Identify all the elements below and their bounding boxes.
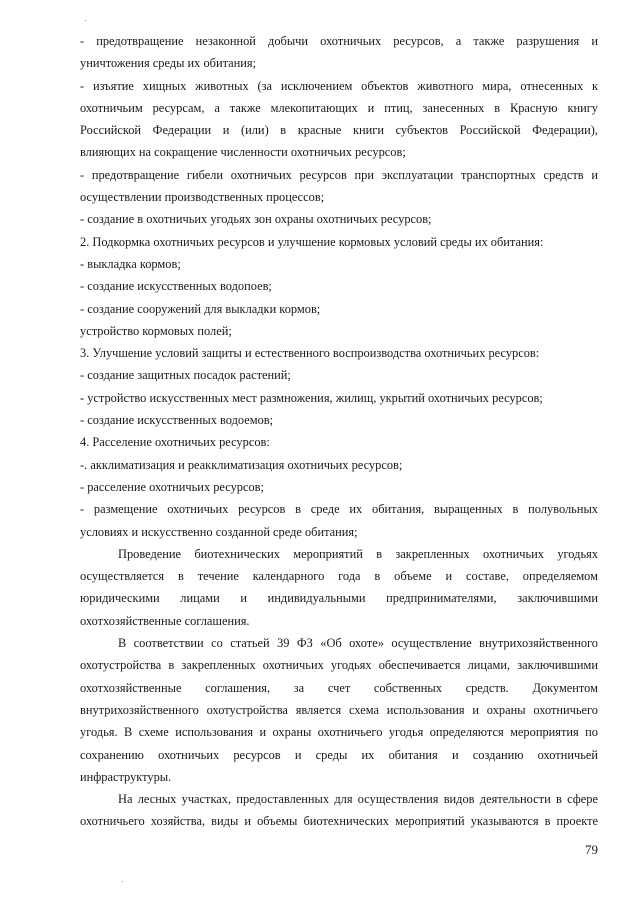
- text-line: - предотвращение гибели охотничьих ресурсов при эксплуатации транспортных средств и: [80, 167, 598, 182]
- text-line: -. акклиматизация и реакклиматизация охотничьих ресурсов;: [80, 457, 403, 472]
- text-line: инфраструктуры.: [80, 769, 172, 784]
- text-line: охотничьего хозяйства, виды и объемы биотехнических мероприятий указываются в проекте: [80, 814, 598, 829]
- text-line: юридическими лицами и индивидуальными предпринимателями, заключившими: [80, 591, 598, 606]
- text-line: влияющих на сокращение численности охотничьих ресурсов;: [80, 145, 406, 160]
- text-line: - расселение охотничьих ресурсов;: [80, 479, 264, 494]
- page-number: 79: [585, 842, 598, 857]
- text-line: - создание в охотничьих угодьях зон охраны охотничьих ресурсов;: [80, 212, 432, 227]
- text-line: устройство кормовых полей;: [80, 323, 232, 338]
- scan-speck: [122, 881, 123, 882]
- text-line: охотхозяйственные соглашения, за счет собственных средств. Документом: [80, 680, 598, 695]
- text-line: - создание сооружений для выкладки кормов;: [80, 301, 321, 316]
- text-line: сохранению охотничьих ресурсов и среды их обитания и созданию охотничьей: [80, 747, 598, 762]
- scan-speck: [85, 20, 86, 21]
- text-line: уничтожения среды их обитания;: [80, 56, 257, 71]
- text-line: - создание защитных посадок растений;: [80, 368, 291, 383]
- text-line: охотничьим ресурсам, а также млекопитающих и птиц, занесенных в Красную книгу: [80, 100, 598, 115]
- text-line: охотустройства в закрепленных охотничьих угодьях обеспечивается лицами, заключившими: [80, 658, 598, 673]
- text-line: - выкладка кормов;: [80, 256, 181, 271]
- paragraph-first-line: В соответствии со статьей 39 ФЗ «Об охоте» осуществление внутрихозяйственного: [118, 636, 598, 651]
- text-line: - размещение охотничьих ресурсов в среде их обитания, выращенных в полувольных: [80, 502, 598, 517]
- text-line: 2. Подкормка охотничьих ресурсов и улучшение кормовых условий среды их обитания:: [80, 234, 544, 249]
- text-line: Российской Федерации и (или) в красные книги субъектов Российской Федерации),: [80, 123, 598, 138]
- text-line: условиях и искусственно созданной среде обитания;: [80, 524, 358, 539]
- text-line: 4. Расселение охотничьих ресурсов:: [80, 435, 270, 450]
- text-line: - создание искусственных водоемов;: [80, 413, 274, 428]
- text-line: охотхозяйственные соглашения.: [80, 613, 250, 628]
- text-line: - устройство искусственных мест размножения, жилищ, укрытий охотничьих ресурсов;: [80, 390, 543, 405]
- text-line: 3. Улучшение условий защиты и естественного воспроизводства охотничьих ресурсов:: [80, 346, 540, 361]
- text-line: - предотвращение незаконной добычи охотничьих ресурсов, а также разрушения и: [80, 34, 598, 48]
- text-line: осуществляется в течение календарного года в объеме и составе, определяемом: [80, 569, 598, 584]
- text-line: осуществлении производственных процессов;: [80, 190, 325, 205]
- paragraph-first-line: Проведение биотехнических мероприятий в закрепленных охотничьих угодьях: [118, 546, 598, 561]
- text-line: угодья. В схеме использования и охраны охотничьего угодья определяются мероприятия по: [80, 725, 598, 740]
- document-body: [80, 30, 598, 833]
- text-line: внутрихозяйственного охотустройства является схема использования и охраны охотничьего: [80, 702, 598, 717]
- text-line: - изъятие хищных животных (за исключением объектов животного мира, отнесенных к: [80, 78, 598, 93]
- paragraph-first-line: На лесных участках, предоставленных для осуществления видов деятельности в сфере: [118, 792, 598, 807]
- text-line: - создание искусственных водопоев;: [80, 279, 272, 294]
